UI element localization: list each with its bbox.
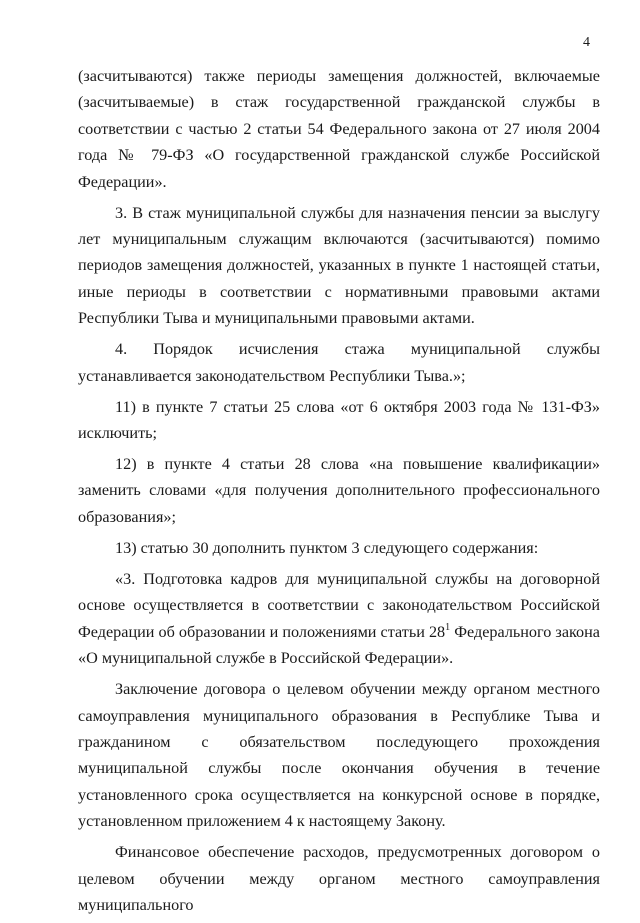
- paragraph-financing: Финансовое обеспечение расходов, предусмотренных договором о целевом обучении между органом местного самоуправления муниципального: [78, 843, 600, 914]
- paragraph-target-training-contract: Заключение договора о целевом обучении между органом местного самоуправления муниципального образования в Республике Тыва и гражданином с обязательством последующего прохождения муниципальной службы после окончания обучения в течение установленного срока осуществляется на конкурсной основе в порядке, установленном приложением 4 к настоящему Закону.: [78, 680, 600, 831]
- quoted-item-text-after: Федерального закона «О муниципальной службе в Российской Федерации».: [78, 622, 600, 668]
- paragraph-continuation: (засчитываются) также периоды замещения должностей, включаемые (засчитываемые) в стаж государственной гражданской службы в соответствии с частью 2 статьи 54 Федерального закона от 27 июля 2004 года № 79-ФЗ «О государственной гражданской службе Российской Федерации».: [78, 67, 600, 191]
- paragraph-quoted-item-3: [78, 566, 600, 672]
- paragraph-amendment-13: 13) статью 30 дополнить пунктом 3 следующего содержания:: [115, 538, 539, 557]
- paragraph-amendment-11: 11) в пункте 7 статьи 25 слова «от 6 октября 2003 года № 131-ФЗ» исключить;: [78, 397, 600, 443]
- paragraph-item-4: 4. Порядок исчисления стажа муниципальной службы устанавливается законодательством Республики Тыва.»;: [78, 340, 600, 385]
- quoted-item-text-before: «3. Подготовка кадров для муниципальной службы на договорной основе осуществляется в соответствии с законодательством Российской Федерации об образовании и положениями статьи 28: [78, 569, 600, 641]
- document-body: [78, 63, 600, 923]
- paragraph-item-3: 3. В стаж муниципальной службы для назначения пенсии за выслугу лет муниципальным служащим включаются (засчитываются) помимо периодов замещения должностей, указанных в пункте 1 настоящей статьи, иные периоды в соответствии с нормативными правовыми актами Республики Тыва и муниципальными правовыми актами.: [78, 203, 600, 328]
- page-number: 4: [583, 35, 590, 50]
- paragraph-amendment-12: 12) в пункте 4 статьи 28 слова «на повышение квалификации» заменить словами «для получения дополнительного профессионального образования»;: [78, 455, 600, 526]
- article-superscript: 1: [445, 621, 451, 633]
